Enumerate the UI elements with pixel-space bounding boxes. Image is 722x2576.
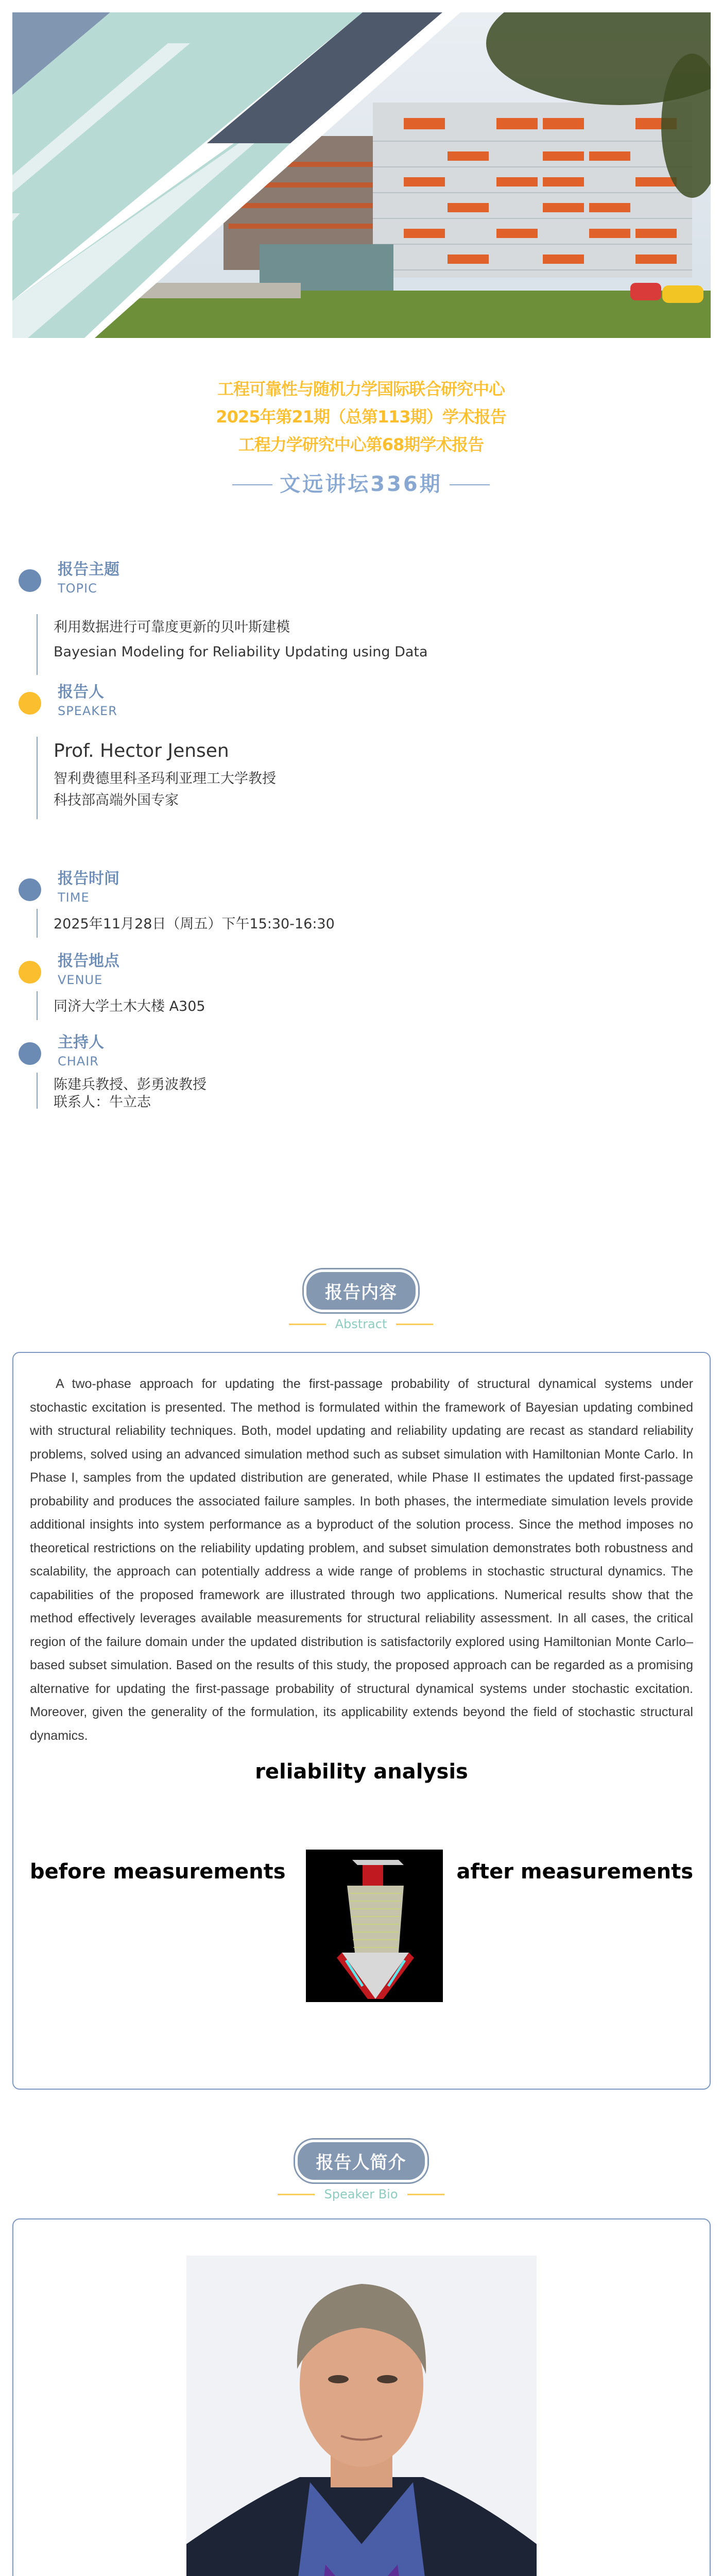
- chair-names: 陈建兵教授、彭勇波教授: [54, 1077, 207, 1093]
- venue-value: 同济大学土木大楼 A305: [54, 998, 205, 1014]
- speaker-honor: 科技部高端外国专家: [54, 792, 179, 808]
- abstract-subtitle-row: [0, 1317, 722, 1331]
- bullet-dot-icon: [19, 692, 41, 715]
- info-label-en: VENUE: [58, 973, 103, 987]
- speaker-portrait: [186, 2256, 537, 2576]
- bio-box: [12, 2218, 711, 2576]
- header-banner: [12, 12, 711, 338]
- info-label-en: CHAIR: [58, 1054, 99, 1069]
- bio-subtitle-row: [0, 2187, 722, 2201]
- vertical-rule: [37, 1073, 38, 1109]
- figure-title: reliability analysis: [255, 1760, 468, 1784]
- info-label-en: TIME: [58, 890, 90, 905]
- center-title: 工程可靠性与随机力学国际联合研究中心: [217, 379, 505, 399]
- info-label-cn: 报告地点: [58, 952, 119, 970]
- abstract-text: A two-phase approach for updating the first-passage probability of structural dynamical systems under stochastic excitation is presented. The method is formulated within the framework of Bayesian updating combined with structural reliability techniques. Both, model updating and reliability updating are recast as standard reliability problems, solved using an advanced simulation method such as subset simulation with Hamiltonian Monte Carlo. In Phase I, samples from the updated distribution are generated, while Phase II estimates the updated first-passage probability and produces the associated failure samples. In both phases, the intermediate simulation levels provide additional insights into system performance as a byproduct of the solution process. Since the method imposes no theoretical restrictions on the reliability updating problem, and subset simulation demonstrates both robustness and scalability, the approach can potentially address a wide range of problems in stochastic structural dynamics. The capabilities of the proposed framework are illustrated through two applications. Numerical results show that the method effectively leverages available measurements for structural reliability assessment. In all cases, the critical region of the failure domain under the updated distribution is satisfactorily explored using Hamiltonian Monte Carlo–based subset simulation. Based on the results of this study, the proposed approach can be regarded as a promising alternative for updating the first-passage probability of structural dynamical systems under stochastic excitation. Moreover, given the generality of the formulation, its applicability extends beyond the field of stochastic structural dynamics.: [30, 1377, 693, 1743]
- divider-right: [450, 484, 490, 485]
- research-center-title: 工程力学研究中心第68期学术报告: [238, 435, 484, 454]
- bio-subtitle: Speaker Bio: [324, 2187, 398, 2201]
- info-label-cn: 报告时间: [58, 870, 119, 888]
- bullet-dot-icon: [19, 569, 41, 592]
- figure-left-label: before measurements: [30, 1860, 286, 1884]
- bio-section-header: [0, 2138, 722, 2184]
- contact-person: 联系人：牛立志: [54, 1094, 151, 1110]
- divider-left: [232, 484, 272, 485]
- info-label-en: TOPIC: [58, 581, 97, 596]
- reliability-figure: [13, 1748, 710, 1990]
- vertical-rule: [37, 614, 38, 675]
- vertical-rule: [37, 737, 38, 819]
- info-label-cn: 报告人: [58, 683, 104, 701]
- section-pill: [294, 2138, 429, 2184]
- divider-left: [289, 1324, 326, 1325]
- event-titles: [0, 375, 722, 459]
- bullet-dot-icon: [19, 878, 41, 901]
- topic-en: Bayesian Modeling for Reliability Updating using Data: [54, 644, 428, 660]
- tower-model-image: [306, 1850, 443, 2002]
- vertical-rule: [37, 991, 38, 1020]
- speaker-title: 智利费德里科圣玛利亚理工大学教授: [54, 771, 276, 787]
- section-pill: [302, 1268, 420, 1314]
- divider-right: [396, 1324, 433, 1325]
- vertical-rule: [37, 909, 38, 938]
- section-pill-label: 报告内容: [306, 1272, 416, 1310]
- figure-right-label: after measurements: [456, 1860, 693, 1884]
- time-value: 2025年11月28日（周五）下午15:30-16:30: [54, 916, 335, 932]
- lecture-issue-title: 2025年第21期（总第113期）学术报告: [216, 407, 506, 427]
- divider-right: [407, 2194, 444, 2195]
- info-label-cn: 主持人: [58, 1033, 104, 1052]
- info-label-en: SPEAKER: [58, 704, 117, 718]
- abstract-section-header: [0, 1268, 722, 1314]
- abstract-box: [12, 1352, 711, 2090]
- bullet-dot-icon: [19, 961, 41, 984]
- divider-left: [278, 2194, 315, 2195]
- forum-heading: [0, 468, 722, 497]
- speaker-name: Prof. Hector Jensen: [54, 740, 229, 761]
- section-pill-label: 报告人简介: [298, 2142, 425, 2180]
- header-graphic: [12, 12, 711, 338]
- bullet-dot-icon: [19, 1042, 41, 1065]
- abstract-subtitle: Abstract: [335, 1317, 387, 1331]
- topic-cn: 利用数据进行可靠度更新的贝叶斯建模: [54, 619, 290, 635]
- forum-title: 文远讲坛336期: [280, 472, 442, 496]
- info-label-cn: 报告主题: [58, 561, 119, 579]
